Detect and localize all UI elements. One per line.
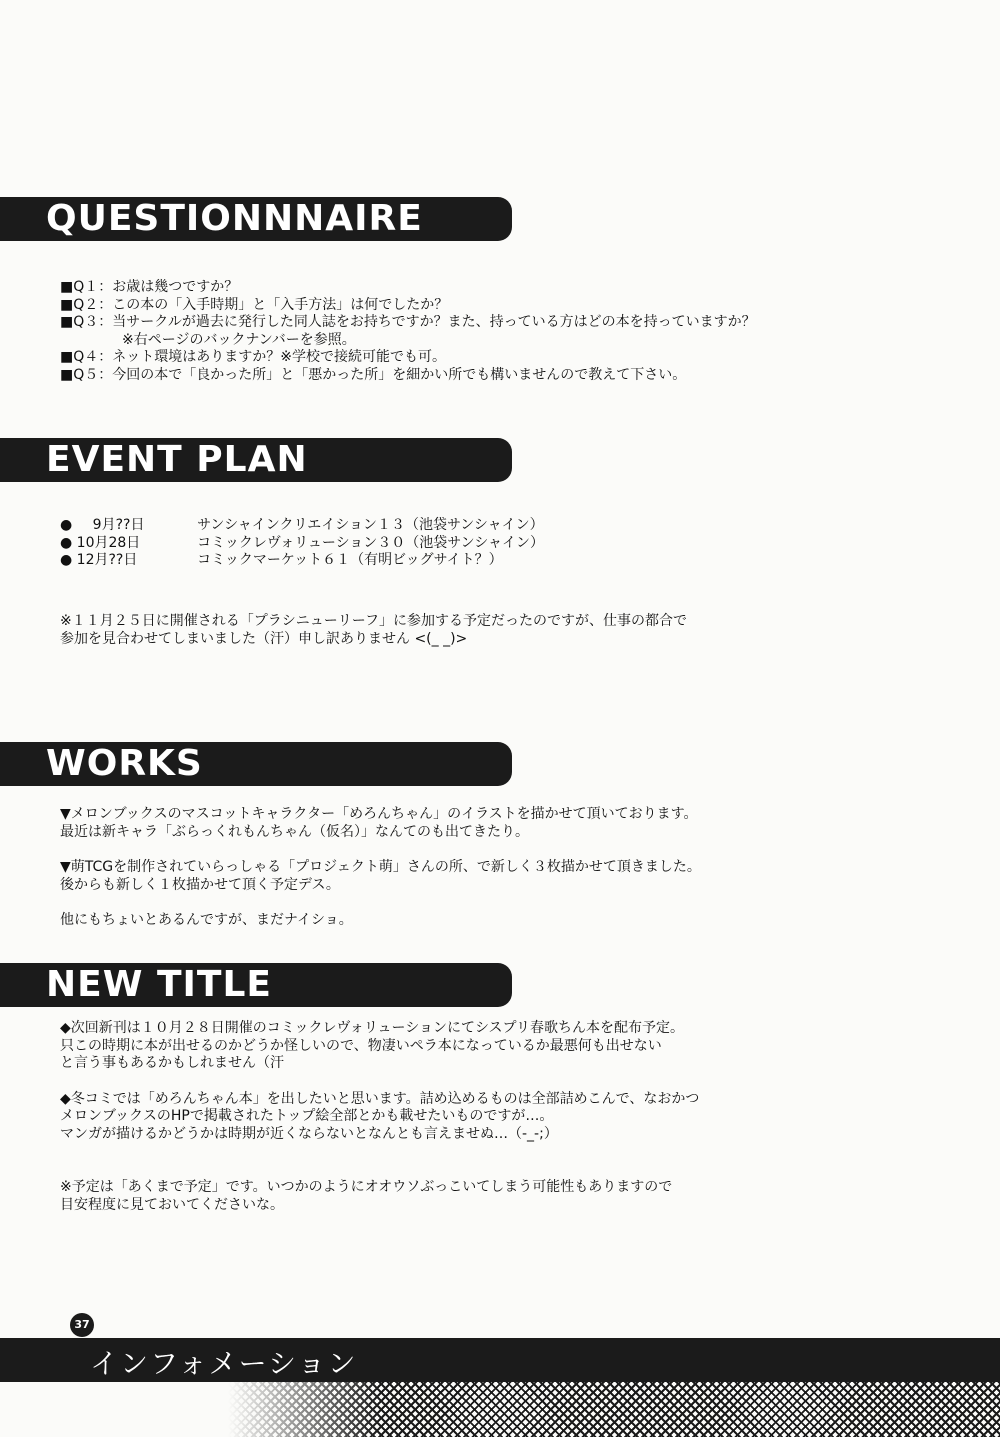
new-title-title: NEW TITLE	[46, 964, 273, 1005]
questionnaire-title: QUESTIONNNAIRE	[46, 198, 423, 239]
new-title-line: ※予定は「あくまで予定」です。いつかのようにオオウソぶっこいてしまう可能性もありますので	[60, 1179, 673, 1195]
bullet-icon: ●	[60, 534, 73, 551]
new-title-line: 目安程度に見ておいてくださいな。	[60, 1196, 284, 1213]
event-note-line: ※１１月２５日に開催される「プラシニューリーフ」に参加する予定だったのですが、仕事の都合で	[60, 613, 688, 629]
page-number: 37	[70, 1313, 94, 1337]
question-q3-note: ※右ページのバックナンバーを参照。	[122, 331, 356, 348]
works-body	[60, 806, 820, 930]
event-plan-title: EVENT PLAN	[46, 439, 308, 480]
new-title-line: ◆次回新刊は１０月２８日開催のコミックレヴォリューションにてシスプリ春歌ちん本を配布予定。	[60, 1020, 684, 1036]
works-line: 他にもちょいとあるんですが、まだナイショ。	[60, 912, 353, 928]
event-item	[60, 552, 820, 570]
event-name: サンシャインクリエイション１３（池袋サンシャイン）	[197, 517, 544, 533]
works-title: WORKS	[46, 743, 203, 784]
works-header	[0, 742, 512, 786]
questionnaire-header	[0, 197, 512, 241]
footer-bar	[0, 1338, 1000, 1382]
new-title-line: と言う事もあるかもしれません（汗	[60, 1055, 284, 1071]
event-date: 10月28日	[76, 534, 141, 551]
works-line: ▼萌TCGを制作されていらっしゃる「プロジェクト萌」さんの所、で新しく３枚描かせて頂きました。	[60, 859, 701, 875]
event-list	[60, 517, 820, 570]
works-line: 後からも新しく１枚描かせて頂く予定デス。	[60, 876, 340, 893]
event-name: コミックマーケット６１（有明ビッグサイト？）	[197, 552, 503, 568]
bullet-icon: ●	[60, 552, 73, 568]
event-plan-header	[0, 438, 512, 482]
new-title-body	[60, 1020, 820, 1214]
question-q5: ■Q５：今回の本で「良かった所」と「悪かった所」を細かい所でも構いませんので教えて下さい。	[60, 366, 687, 383]
questionnaire-list	[60, 279, 820, 384]
new-title-line: 只この時期に本が出せるのかどうか怪しいので、物凄いペラ本になっているか最悪何も出せない	[60, 1037, 662, 1054]
event-date: 12月??日	[76, 552, 138, 568]
new-title-line: メロンブックスのHPで掲載されたトップ絵全部とかも載せたいものですが…。	[60, 1108, 554, 1124]
bullet-icon: ●	[60, 517, 73, 533]
new-title-header	[0, 963, 512, 1007]
question-q1: ■Q１：お歳は幾つですか？	[60, 279, 239, 295]
event-note	[60, 613, 820, 648]
works-line: ▼メロンブックスのマスコットキャラクター「めろんちゃん」のイラストを描かせて頂いております。	[60, 806, 698, 822]
question-q4: ■Q４：ネット環境はありますか？※学校で接続可能でも可。	[60, 349, 446, 365]
footer-label: インフォメーション	[90, 1347, 358, 1380]
event-item	[60, 517, 820, 535]
question-q3: ■Q３：当サークルが過去に発行した同人誌をお持ちですか？また、持っている方はどの本を持っていますか？	[60, 314, 756, 330]
event-name: コミックレヴォリューション３０（池袋サンシャイン）	[197, 534, 544, 551]
event-date: 9月??日	[92, 517, 145, 533]
new-title-line: ◆冬コミでは「めろんちゃん本」を出したいと思います。詰め込めるものは全部詰めこんで、なおかつ	[60, 1090, 700, 1107]
event-note-line: 参加を見合わせてしまいました（汗）申し訳ありません <(_ _)>	[60, 630, 468, 647]
new-title-line: マンガが描けるかどうかは時期が近くならないとなんとも言えませぬ…（-_-;）	[60, 1125, 558, 1142]
event-item	[60, 535, 820, 553]
checker-fade	[0, 1382, 380, 1437]
question-q2: ■Q２：この本の「入手時期」と「入手方法」は何でしたか？	[60, 296, 449, 313]
works-line: 最近は新キャラ「ぶらっくれもんちゃん（仮名）」なんてのも出てきたり。	[60, 823, 529, 840]
